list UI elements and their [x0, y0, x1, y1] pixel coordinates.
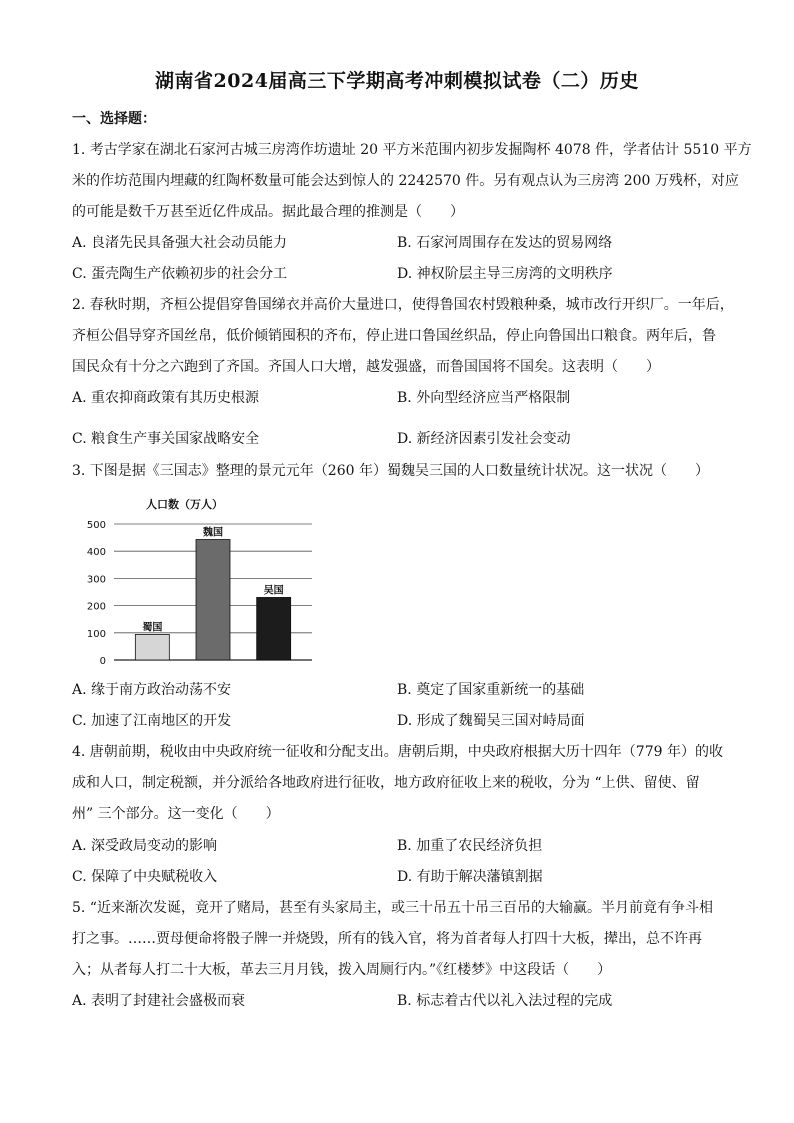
section-heading: 一、选择题：: [72, 111, 156, 127]
question-5-option-b[interactable]: B. 标志着古代以礼入法过程的完成: [397, 993, 613, 1009]
question-1-line-3: 的可能是数千万甚至近亿件成品。据此最合理的推测是（ ）: [72, 204, 464, 220]
bar-label-1: 蜀国: [142, 622, 163, 634]
chart-bars: [135, 540, 290, 660]
question-4-option-b[interactable]: B. 加重了农民经济负担: [397, 838, 543, 854]
question-5-line-2: 打之事。……贾母便命将骰子牌一并烧毁，所有的钱入官，将为首者每人打四十大板，撵出，总不许再: [72, 931, 702, 947]
paper-title: 湖南省2024届高三下学期高考冲刺模拟试卷（二）历史: [155, 70, 639, 92]
question-1-line-2: 米的作坊范围内埋藏的红陶杯数量可能会达到惊人的 2242570 件。另有观点认为三房湾 200 万残杯，对应: [72, 173, 739, 189]
y-tick-label: 200: [86, 601, 106, 613]
question-1-option-a[interactable]: A. 良渚先民具备强大社会动员能力: [72, 235, 288, 251]
y-tick-label: 500: [86, 520, 106, 531]
question-3-option-c[interactable]: C. 加速了江南地区的开发: [72, 713, 232, 729]
question-1-option-b[interactable]: B. 石家河周围存在发达的贸易网络: [397, 235, 613, 251]
question-3-option-a[interactable]: A. 缘于南方政治动荡不安: [72, 682, 232, 698]
question-4-option-a[interactable]: A. 深受政局变动的影响: [72, 838, 218, 854]
question-3-line-1: 3. 下图是据《三国志》整理的景元元年（260 年）蜀魏吴三国的人口数量统计状况。这一状况（ ）: [72, 463, 709, 479]
question-1-option-d[interactable]: D. 神权阶层主导三房湾的文明秩序: [397, 266, 613, 282]
question-1-line-1: 1. 考古学家在湖北石家河古城三房湾作坊遗址 20 平方米范围内初步发掘陶杯 4078 件，学者估计 5510 平方: [72, 142, 752, 158]
question-5-line-3: 入；从者每人打二十大板，革去三月月钱，拨入周厕行内。”《红楼梦》中这段话（ ）: [72, 962, 612, 978]
question-3-option-d[interactable]: D. 形成了魏蜀吴三国对峙局面: [397, 713, 585, 729]
y-tick-label: 100: [86, 628, 106, 640]
question-2-option-c[interactable]: C. 粮食生产事关国家战略安全: [72, 431, 260, 447]
question-2-line-1: 2. 春秋时期，齐桓公提倡穿鲁国绨衣并高价大量进口，使得鲁国农村毁粮种桑，城市改行开织厂。一年后，: [72, 297, 734, 313]
question-2-line-3: 国民众有十分之六跑到了齐国。齐国人口大增，越发强盛，而鲁国国将不国矣。这表明（ ）: [72, 359, 660, 375]
question-2-line-2: 齐桓公倡导穿齐国丝帛，低价倾销囤积的齐布，停止进口鲁国丝织品，停止向鲁国出口粮食。两年后，鲁: [72, 328, 716, 344]
question-4-option-c[interactable]: C. 保障了中央赋税收入: [72, 869, 218, 885]
bar-3: [257, 597, 291, 660]
y-tick-label: 400: [86, 547, 106, 559]
population-bar-chart: [76, 494, 326, 670]
question-2-option-a[interactable]: A. 重农抑商政策有其历史根源: [72, 390, 260, 406]
bar-2: [196, 540, 230, 660]
question-3-option-b[interactable]: B. 奠定了国家重新统一的基础: [397, 682, 585, 698]
question-4-line-3: 州” 三个部分。这一变化（ ）: [72, 806, 280, 822]
question-5-option-a[interactable]: A. 表明了封建社会盛极而衰: [72, 993, 246, 1009]
bar-label-2: 魏国: [203, 527, 223, 539]
question-4-line-2: 成和人口，制定税额，并分派给各地政府进行征收，地方政府征收上来的税收，分为 “上供、留使、留: [72, 775, 700, 791]
question-4-option-d[interactable]: D. 有助于解决藩镇割据: [397, 869, 543, 885]
question-2-option-d[interactable]: D. 新经济因素引发社会变动: [397, 431, 571, 447]
bar-1: [135, 634, 169, 660]
chart-y-ticks: [87, 520, 106, 667]
y-tick-label: 300: [86, 574, 106, 586]
question-4-line-1: 4. 唐朝前期，税收由中央政府统一征收和分配支出。唐朝后期，中央政府根据大历十四年（779 年）的收: [72, 744, 723, 760]
bar-label-3: 吴国: [263, 585, 284, 597]
y-tick-label: 0: [99, 656, 106, 667]
question-2-option-b[interactable]: B. 外向型经济应当严格限制: [397, 390, 571, 406]
question-5-line-1: 5. “近来渐次发诞，竟开了赌局，甚至有头家局主，或三十吊五十吊三百吊的大输赢。半月前竟有争斗相: [72, 900, 713, 916]
chart-y-axis-label: 人口数（万人）: [146, 498, 223, 511]
question-1-option-c[interactable]: C. 蛋壳陶生产依赖初步的社会分工: [72, 266, 288, 282]
